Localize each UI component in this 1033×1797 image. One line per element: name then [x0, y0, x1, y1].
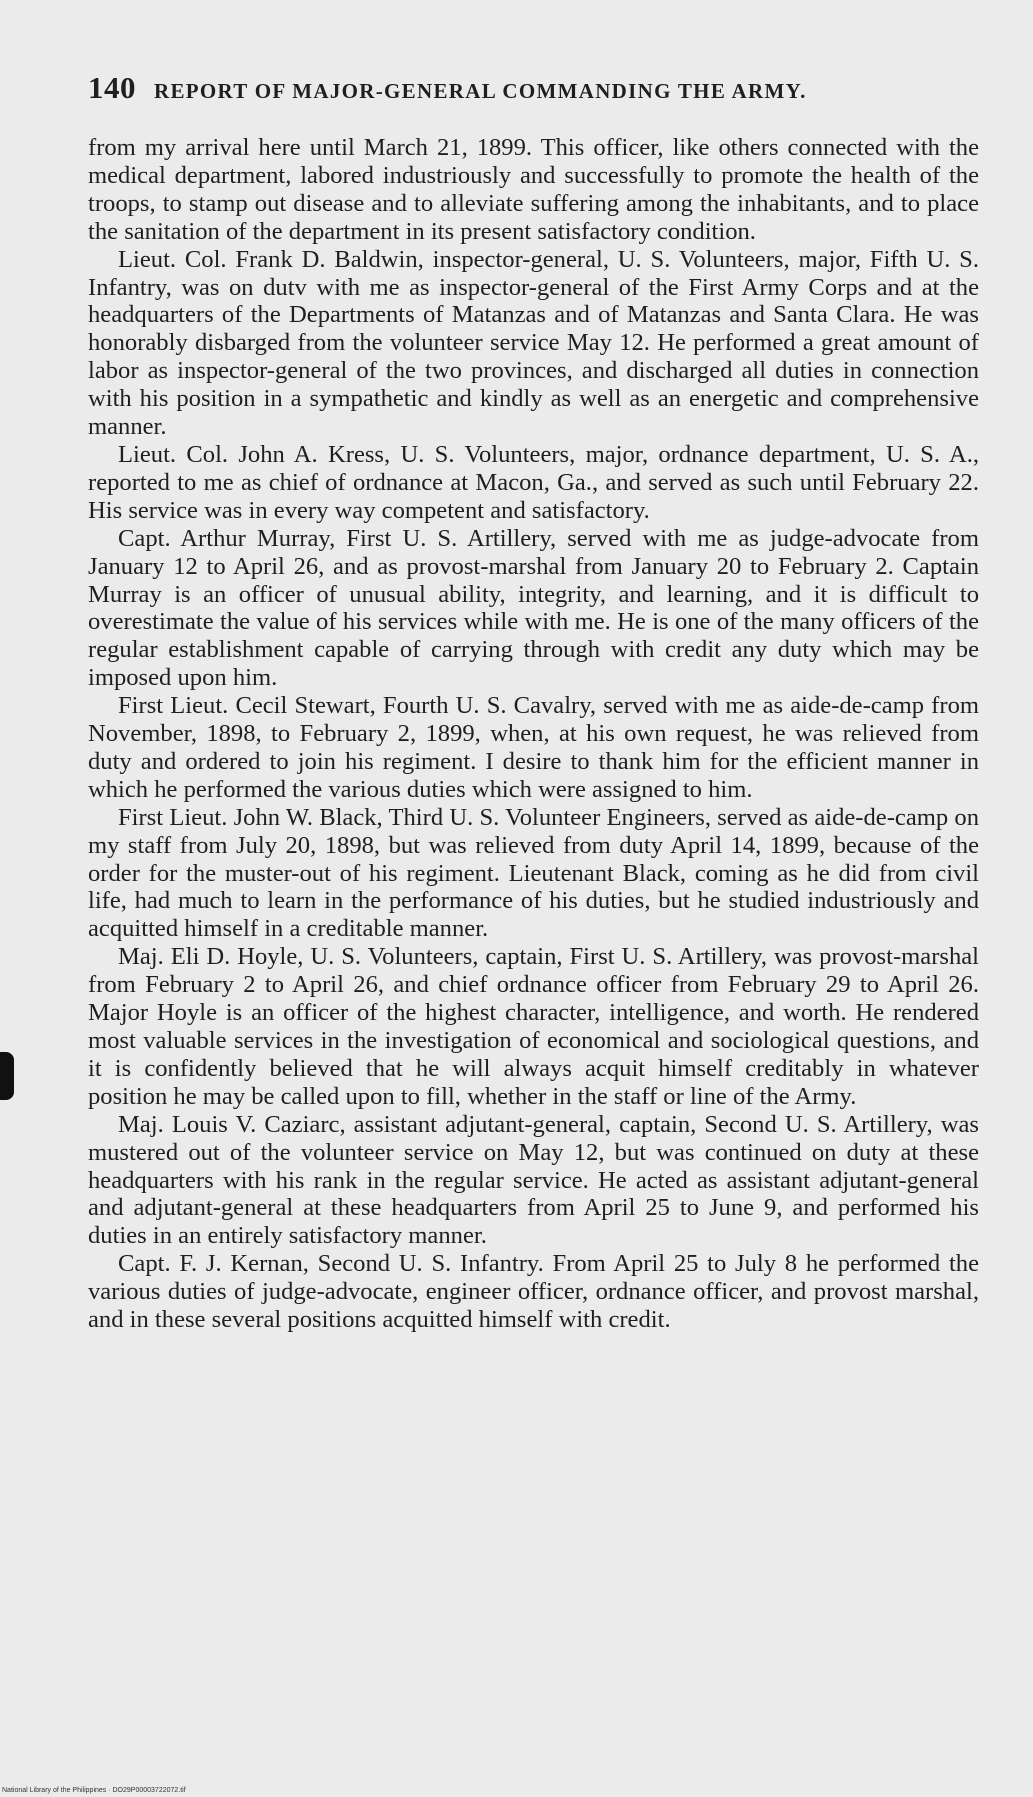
paragraph-kress: Lieut. Col. John A. Kress, U. S. Volunteers, major, ordnance department, U. S. A., reported to me as chief of ordnance at Macon, Ga., and served as such until February 22. His service was in every way competent and satisfactory.: [88, 440, 979, 524]
paragraph-kernan: Capt. F. J. Kernan, Second U. S. Infantry. From April 25 to July 8 he performed the various duties of judge-advocate, engineer officer, ordnance officer, and provost marshal, and in these several positions acquitted himself with credit.: [88, 1250, 979, 1334]
page-number: 140: [88, 70, 136, 105]
paragraph-murray: Capt. Arthur Murray, First U. S. Artillery, served with me as judge-advocate from January 12 to April 26, and as provost-marshal from January 20 to February 2. Captain Murray is an officer of unusual ability, integrity, and learning, and it is difficult to overestimate the value of his services while with me. He is one of the many officers of the regular establishment capable of carrying through with credit any duty which may be imposed upon him.: [88, 524, 979, 692]
paragraph-hoyle: Maj. Eli D. Hoyle, U. S. Volunteers, captain, First U. S. Artillery, was provost-marshal from February 2 to April 26, and chief ordnance officer from February 29 to April 26. Major Hoyle is an officer of the highest character, intelligence, and worth. He rendered most valuable services in the investigation of economical and sociological questions, and it is confidently believed that he will always acquit himself creditably in whatever position he may be called upon to fill, whether in the staff or line of the Army.: [88, 943, 979, 1110]
paragraph-medical-department: from my arrival here until March 21, 1899. This officer, like others connected with the medical department, labored industriously and successfully to promote the health of the troops, to stamp out disease and to alleviate suffering among the inhabitants, and to place the sanitation of the department in its present satisfactory condition.: [88, 134, 979, 245]
paragraph-stewart: First Lieut. Cecil Stewart, Fourth U. S. Cavalry, served with me as aide-de-camp from November, 1898, to February 2, 1899, when, at his own request, he was relieved from duty and ordered to join his regiment. I desire to thank him for the efficient manner in which he performed the various duties which were assigned to him.: [88, 692, 979, 803]
page-header: [88, 70, 928, 110]
body-text: [88, 134, 979, 1334]
scan-credit: National Library of the Philippines · DO29P00003722072.tif: [2, 1787, 186, 1794]
paragraph-baldwin: Lieut. Col. Frank D. Baldwin, inspector-general, U. S. Volunteers, major, Fifth U. S. Infantry, was on dutv with me as inspector-general of the First Army Corps and at the headquarters of the Departments of Matanzas and of Matanzas and Santa Clara. He was honorably disbarged from the volunteer service May 12. He performed a great amount of labor as inspector-general of the two provinces, and discharged all duties in connection with his position in a sympathetic and kindly as well as an energetic and comprehensive manner.: [88, 245, 979, 441]
scan-margin-mark: [0, 1052, 14, 1100]
paragraph-black: First Lieut. John W. Black, Third U. S. Volunteer Engineers, served as aide-de-camp on my staff from July 20, 1898, but was relieved from duty April 14, 1899, because of the order for the muster-out of his regiment. Lieutenant Black, coming as he did from civil life, had much to learn in the performance of his duties, but he studied industriously and acquitted himself in a creditable manner.: [88, 803, 979, 943]
paragraph-caziarc: Maj. Louis V. Caziarc, assistant adjutant-general, captain, Second U. S. Artillery, was mustered out of the volunteer service on May 12, but was continued on duty at these headquarters with his rank in the regular service. He acted as assistant adjutant-general and adjutant-general at these headquarters from April 25 to June 9, and performed his duties in an entirely satisfactory manner.: [88, 1110, 979, 1250]
running-head: REPORT OF MAJOR-GENERAL COMMANDING THE ARMY.: [154, 79, 807, 103]
